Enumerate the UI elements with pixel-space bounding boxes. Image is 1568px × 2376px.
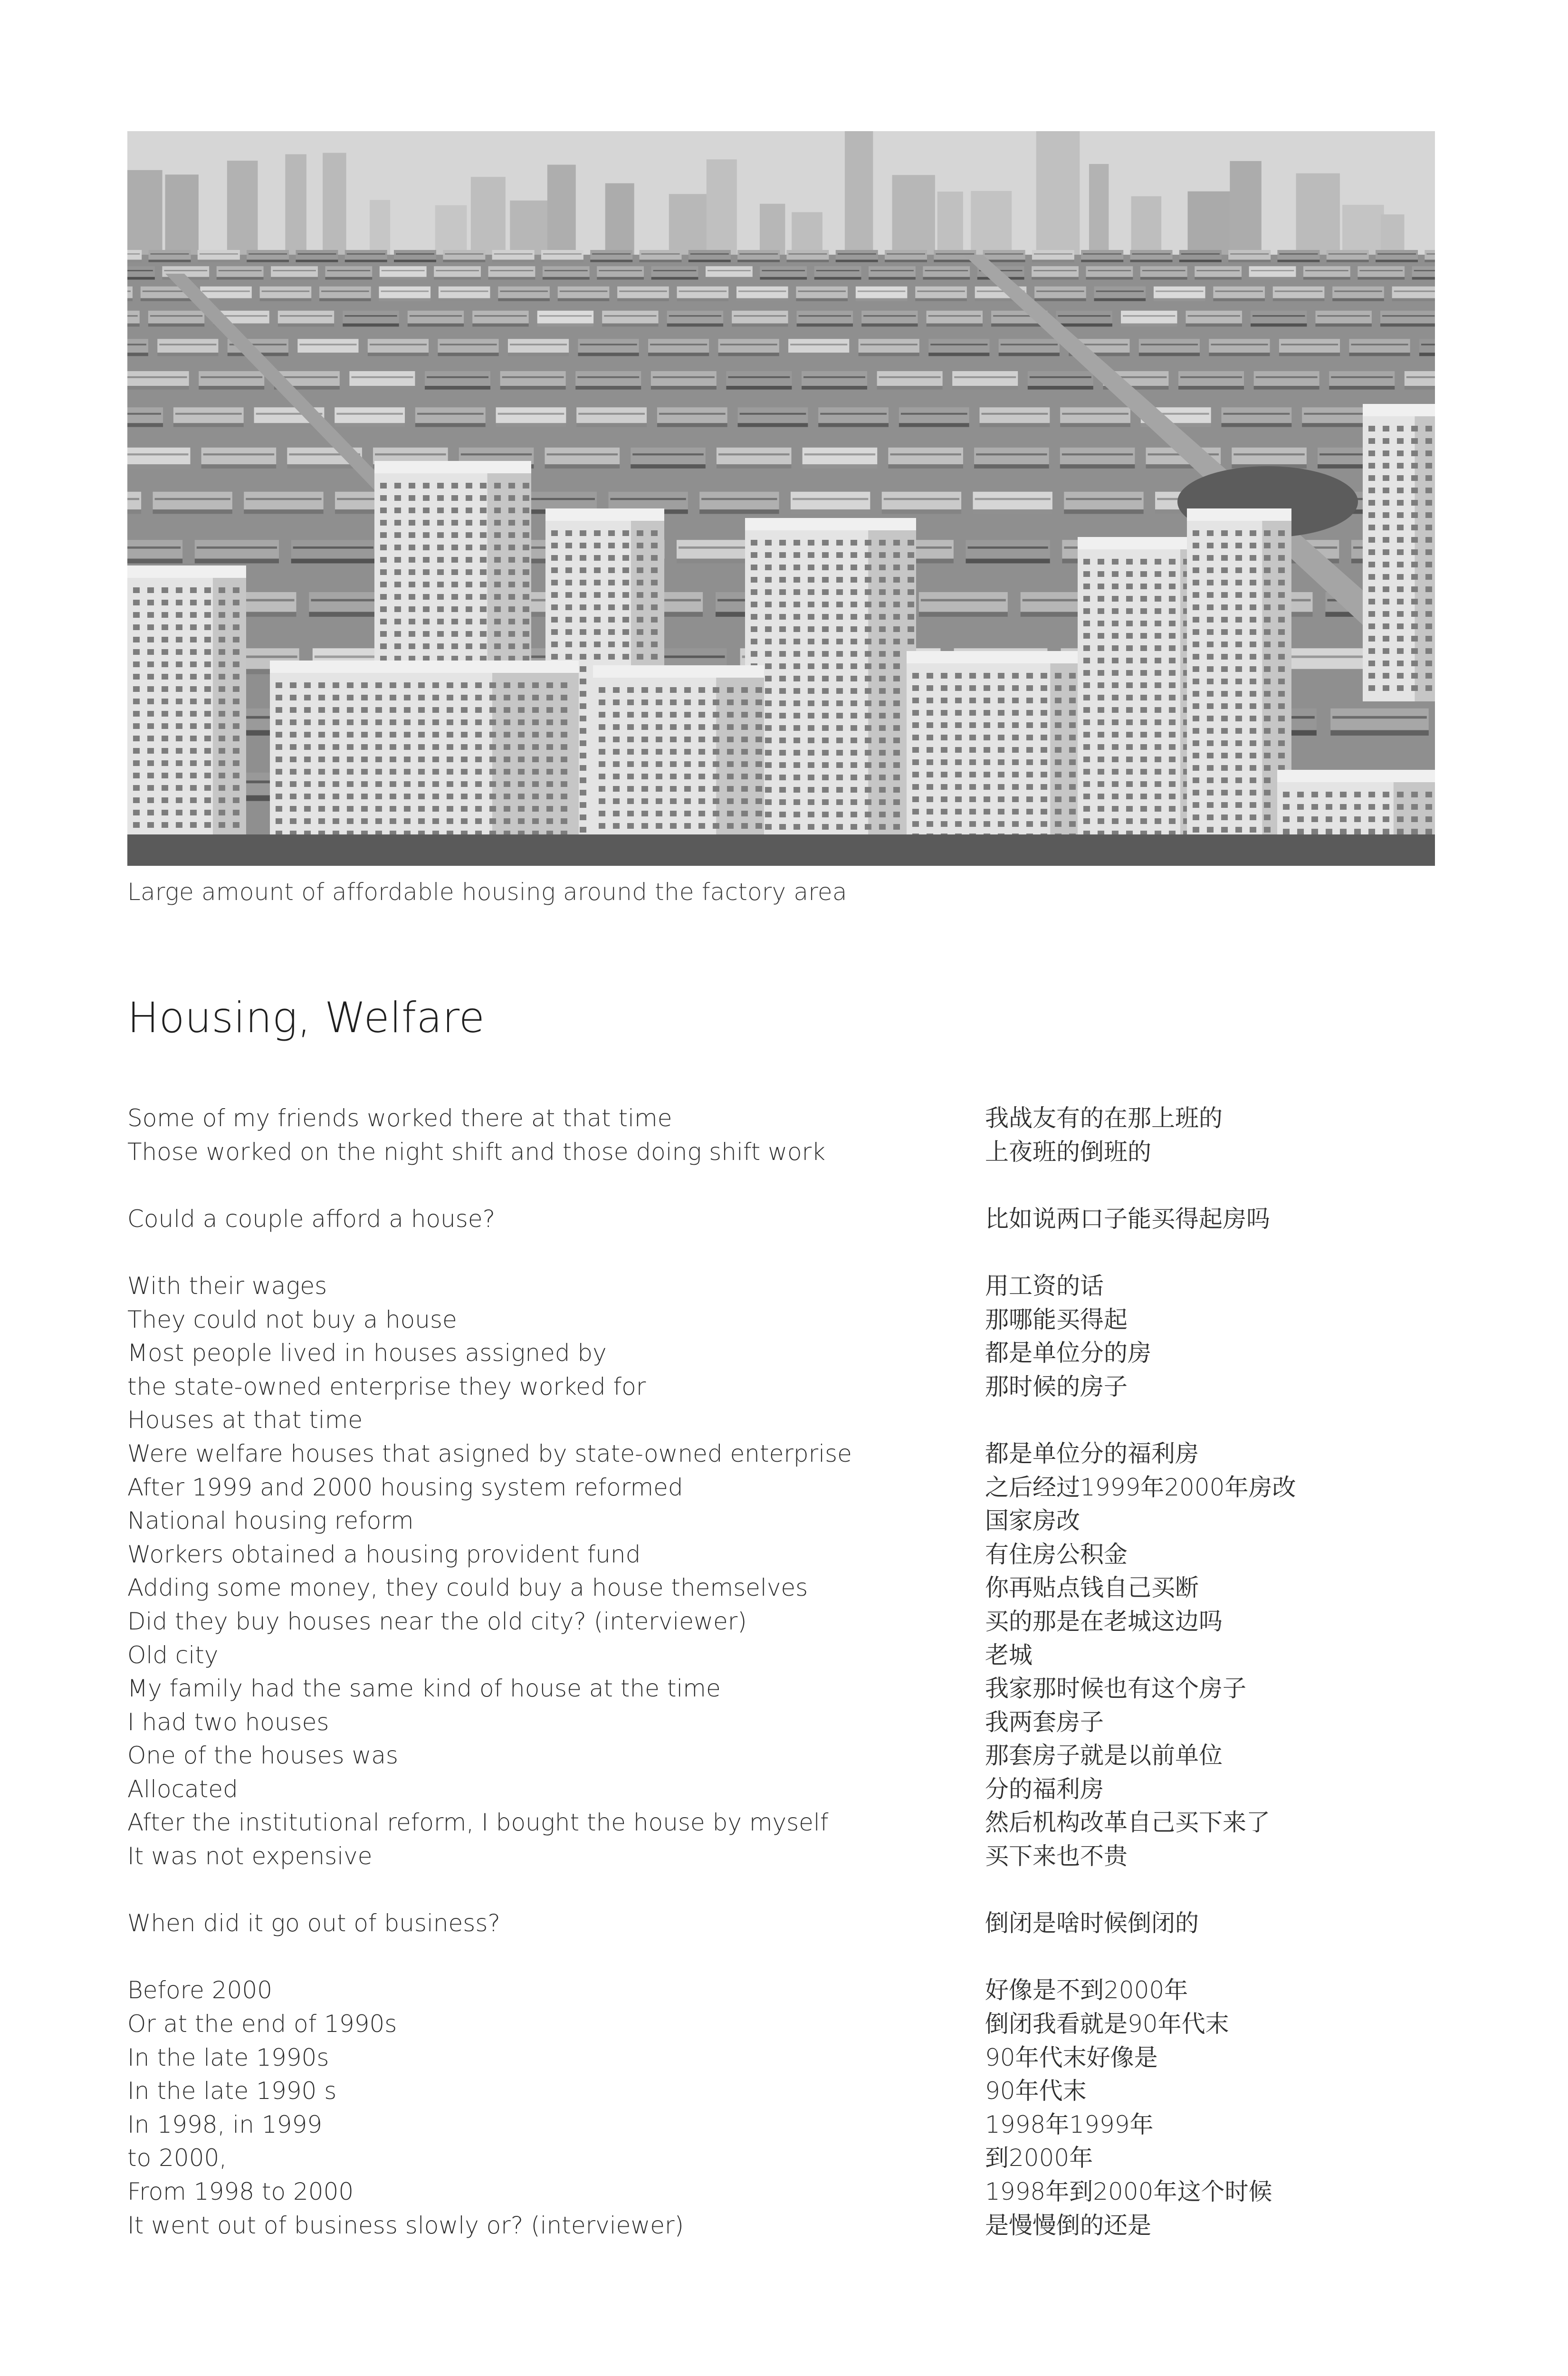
transcript-line-zh: 那套房子就是以前单位 (985, 1742, 1223, 1770)
transcript-line-zh: 老城 (985, 1641, 1033, 1669)
transcript-line-zh: 你再贴点钱自己买断 (985, 1574, 1199, 1602)
transcript-line-zh (985, 1169, 1460, 1202)
transcript-line-en: Allocated (127, 1775, 238, 1803)
transcript-line-zh: 分的福利房 (985, 1775, 1104, 1803)
transcript-line-en: Old city (127, 1641, 219, 1669)
transcript-line-en: National housing reform (127, 1507, 414, 1535)
section-heading: Housing, Welfare (127, 993, 485, 1042)
transcript-line-zh: 有住房公积金 (985, 1540, 1128, 1568)
transcript-line-zh: 都是单位分的房 (985, 1339, 1151, 1367)
transcript-line-en: Those worked on the night shift and those doing shift work (127, 1138, 826, 1166)
transcript-line-zh: 之后经过1999年2000年房改 (985, 1473, 1296, 1501)
transcript-line-en: In the late 1990s (127, 2043, 329, 2071)
transcript-line-zh: 90年代末好像是 (985, 2043, 1158, 2071)
transcript-line-en: Most people lived in houses assigned by (127, 1339, 607, 1367)
transcript-line-zh: 买的那是在老城这边吗 (985, 1607, 1223, 1635)
transcript-line-zh: 都是单位分的福利房 (985, 1439, 1199, 1467)
transcript-line-en: After the institutional reform, I bought the house by myself (127, 1809, 829, 1837)
transcript-line-zh: 买下来也不贵 (985, 1842, 1128, 1870)
transcript-line-en: Were welfare houses that asigned by state-owned enterprise (127, 1439, 852, 1467)
transcript-line-en: From 1998 to 2000 (127, 2178, 354, 2205)
transcript-line-zh: 比如说两口子能买得起房吗 (985, 1205, 1270, 1233)
transcript-line-en (127, 1873, 959, 1907)
transcript-line-zh: 到2000年 (985, 2144, 1093, 2172)
transcript-line-zh: 倒闭我看就是90年代末 (985, 2010, 1229, 2038)
transcript-line-zh: 我家那时候也有这个房子 (985, 1675, 1246, 1703)
transcript-line-en: After 1999 and 2000 housing system reformed (127, 1473, 683, 1501)
transcript-line-zh: 我战友有的在那上班的 (985, 1104, 1223, 1132)
transcript-line-en: It went out of business slowly or? (interviewer) (127, 2211, 684, 2239)
transcript-line-zh: 好像是不到2000年 (985, 1976, 1188, 2004)
transcript-line-en: Workers obtained a housing provident fund (127, 1540, 641, 1568)
transcript-line-en (127, 1236, 959, 1269)
transcript-line-zh: 1998年到2000年这个时候 (985, 2178, 1272, 2205)
transcript-line-en: In the late 1990 s (127, 2077, 337, 2105)
transcript-line-zh: 那哪能买得起 (985, 1305, 1128, 1333)
english-transcript (127, 1102, 959, 2242)
transcript-line-zh (985, 1873, 1460, 1907)
transcript-line-en: the state-owned enterprise they worked for (127, 1372, 646, 1400)
transcript-line-zh: 我两套房子 (985, 1708, 1104, 1736)
transcript-line-en: Or at the end of 1990s (127, 2010, 397, 2038)
transcript-line-zh: 上夜班的倒班的 (985, 1138, 1151, 1166)
transcript-line-en: I had two houses (127, 1708, 329, 1736)
transcript-line-en: My family had the same kind of house at the time (127, 1675, 721, 1703)
transcript-line-zh: 90年代末 (985, 2077, 1087, 2105)
transcript-line-en: Some of my friends worked there at that time (127, 1104, 672, 1132)
chinese-transcript (985, 1102, 1460, 2242)
transcript-line-zh (985, 1940, 1460, 1974)
transcript-line-en (127, 1940, 959, 1974)
transcript-line-en: One of the houses was (127, 1742, 399, 1770)
transcript-line-zh (985, 1236, 1460, 1269)
transcript-line-zh: 然后机构改革自己买下来了 (985, 1809, 1270, 1837)
transcript-line-zh: 国家房改 (985, 1507, 1080, 1535)
transcript-line-zh: 那时候的房子 (985, 1372, 1128, 1400)
transcript-line-en: In 1998, in 1999 (127, 2110, 323, 2138)
photo-illustration (127, 131, 1435, 866)
transcript-line-en: When did it go out of business? (127, 1909, 500, 1937)
transcript-line-zh: 是慢慢倒的还是 (985, 2211, 1151, 2239)
transcript-line-en: Before 2000 (127, 1976, 273, 2004)
transcript-line-en: Houses at that time (127, 1406, 363, 1434)
transcript-line-en (127, 1169, 959, 1202)
transcript-line-en: With their wages (127, 1272, 327, 1300)
transcript-line-en: to 2000, (127, 2144, 227, 2172)
transcript-line-en: It was not expensive (127, 1842, 373, 1870)
aerial-housing-blocks-photo (127, 131, 1435, 866)
transcript-line-zh: 倒闭是啥时候倒闭的 (985, 1909, 1199, 1937)
transcript-line-zh: 1998年1999年 (985, 2110, 1154, 2138)
transcript-line-zh: 用工资的话 (985, 1272, 1104, 1300)
photo-caption: Large amount of affordable housing around the factory area (127, 878, 847, 906)
transcript-line-en: They could not buy a house (127, 1305, 457, 1333)
transcript-line-en: Did they buy houses near the old city? (interviewer) (127, 1607, 747, 1635)
transcript-line-en: Adding some money, they could buy a house themselves (127, 1574, 808, 1602)
transcript-line-en: Could a couple afford a house? (127, 1205, 496, 1233)
transcript-line-zh (985, 1403, 1460, 1437)
